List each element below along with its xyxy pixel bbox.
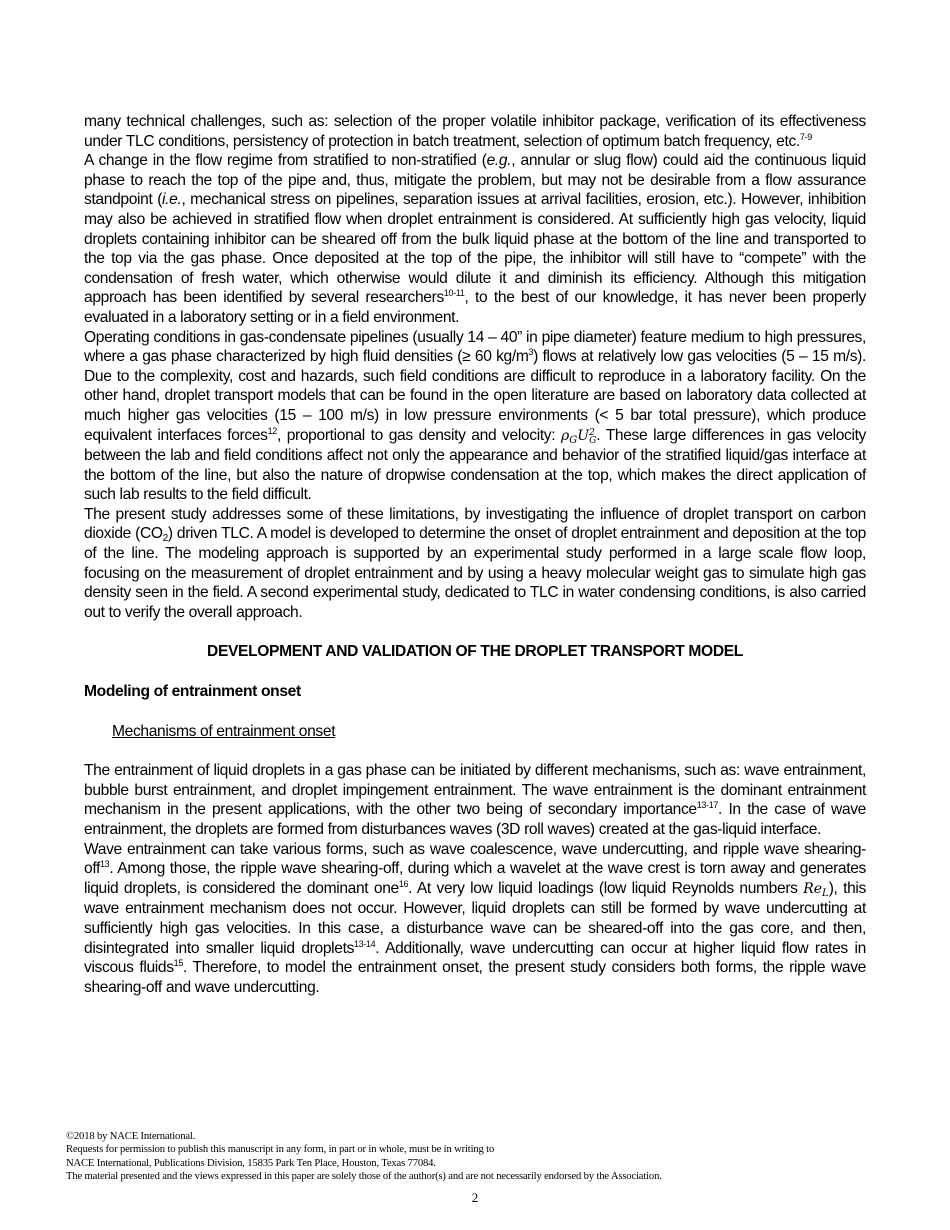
text: The present study addresses some of these limitations, by investigating the influence of droplet transport on carbon dioxide (CO [84, 505, 866, 543]
text: . Additionally, wave undercutting can occur at higher liquid flow rates in viscous fluids [84, 939, 866, 977]
math-expression-rho-u-squared [561, 428, 596, 444]
citation: 16 [398, 878, 409, 889]
text: , annular or slug flow) could aid the continuous liquid phase to reach the top of the pipe and, thus, mitigate the problem, but may not be desirable from a flow assurance standpoint ( [84, 152, 866, 209]
text: . In the case of wave entrainment, the droplets are formed from disturbances waves (3D roll waves) created at the gas-liquid interface. [84, 801, 866, 838]
footer-disclaimer: The material presented and the views expressed in this paper are solely those of the author(s) and are not necessarily endorsed by the Association. [66, 1171, 662, 1183]
subscript: 2 [162, 533, 168, 545]
paragraph-operating-conditions [84, 328, 866, 505]
italic-text: e.g. [486, 152, 512, 170]
text: The entrainment of liquid droplets in a gas phase can be initiated by different mechanisms, such as: wave entrainment, bubble burst entrainment, and droplet impingement entrainment. The wave entrainment is the dominant entrainment mechanism in the present applications, with the other two being of secondary importance [84, 762, 866, 819]
citation: 13 [100, 859, 110, 870]
document-body [84, 112, 866, 997]
citation: 13-14 [354, 938, 376, 949]
text: Operating conditions in gas-condensate pipelines (usually 14 – 40” in pipe diameter) feature medium to high pressures, where a gas phase characterized by high fluid densities (≥ 60 kg/m [84, 328, 866, 366]
paragraph-inhibitor-challenges [84, 112, 866, 151]
paragraph-present-study [84, 505, 866, 623]
text: Wave entrainment can take various forms, such as wave coalescence, wave undercutting, and ripple wave shearing-off [84, 840, 866, 878]
math-superscript: 2 [589, 427, 595, 438]
citation: 13-17 [696, 800, 719, 811]
math-symbol: U [577, 427, 590, 444]
text: , to the best of our knowledge, it has never been properly evaluated in a laboratory setting or in a field environment. [84, 289, 866, 326]
math-subscript: G [569, 434, 578, 446]
citation: 10-11 [443, 288, 465, 299]
text: . At very low liquid loadings (low liquid Reynolds numbers [408, 879, 804, 897]
text: . Among those, the ripple wave shearing-off, during which a wavelet at the wave crest is torn away and generates liquid droplets, is considered the dominant one [84, 860, 866, 897]
math-reynolds-number [803, 881, 828, 897]
math-symbol: ρ [561, 427, 570, 444]
copyright-footer [66, 1130, 886, 1184]
paragraph-entrainment-mechanisms [84, 761, 866, 839]
paragraph-wave-entrainment-forms [84, 840, 866, 998]
text: ) flows at relatively low gas velocities (5 – 15 m/s). Due to the complexity, cost and hazards, such field conditions are difficult to reproduce in a laboratory facility. On the other hand, droplet transport models that can be found in the open literature are based on laboratory data collected at much higher gas velocities (15 – 100 m/s) in low pressure environments (< 5 bar total pressure), which produce equivalent interfaces forces [84, 348, 866, 444]
subsection-heading: Modeling of entrainment onset [84, 683, 301, 701]
page-number: 2 [471, 1190, 479, 1205]
text: many technical challenges, such as: selection of the proper volatile inhibitor package, verification of its effectiveness under TLC conditions, persistency of protection in batch treatment, selection of optimum batch frequency, etc. [84, 113, 866, 150]
citation: 12 [267, 425, 277, 436]
math-symbol: Re [803, 880, 823, 897]
text: ), this wave entrainment mechanism does not occur. However, liquid droplets can still be formed by wave undercutting at sufficiently high gas velocities. In this case, a disturbance wave can be sheared-off into the gas core, and then, disintegrated into smaller liquid droplets [84, 879, 866, 957]
citation: 15 [173, 958, 183, 969]
footer-permission: Requests for permission to publish this manuscript in any form, in part or in whole, must be in writing to [66, 1144, 495, 1156]
italic-text: i.e. [162, 191, 182, 209]
text: , proportional to gas density and velocity: [276, 426, 562, 444]
section-heading: DEVELOPMENT AND VALIDATION OF THE DROPLET TRANSPORT MODEL [207, 643, 743, 661]
subsubsection-heading: Mechanisms of entrainment onset [112, 722, 336, 740]
footer-copyright: ©2018 by NACE International. [66, 1131, 196, 1142]
footer-address: NACE International, Publications Division, 15835 Park Ten Place, Houston, Texas 77084. [66, 1157, 436, 1169]
text: ) driven TLC. A model is developed to determine the onset of droplet entrainment and deposition at the top of the line. The modeling approach is supported by an experimental study performed in a large scale flow loop, focusing on the measurement of droplet entrainment and by using a heavy molecular weight gas to simulate high gas density seen in the field. A second experimental study, dedicated to TLC in water condensing conditions, is also carried out to verify the overall approach. [84, 525, 866, 621]
text: . Therefore, to model the entrainment onset, the present study considers both forms, the ripple wave shearing-off and wave undercutting. [84, 959, 866, 996]
superscript: 3 [528, 347, 534, 358]
citation: 7-9 [799, 131, 812, 142]
paragraph-flow-regime [84, 151, 866, 327]
text: . These large differences in gas velocity between the lab and field conditions affect not only the appearance and behavior of the stratified liquid/gas interface at the bottom of the line, but also the nature of dropwise condensation at the top, which makes the direct application of such lab results to the field difficult. [84, 426, 867, 504]
math-subscript: L [822, 887, 829, 899]
math-subscript: G [589, 435, 597, 446]
text: A change in the flow regime from stratified to non-stratified ( [84, 152, 487, 170]
text: , mechanical stress on pipelines, separation issues at arrival facilities, erosion, etc.). However, inhibition may also be achieved in stratified flow when droplet entrainment is considered. At sufficiently high gas velocity, liquid droplets containing inhibitor can be sheared off from the bulk liquid phase at the bottom of the line and transported to the top via the gas phase. Once deposited at the top of the pipe, the inhibitor will still have to “compete” with the condensation of fresh water, which otherwise would dilute it and diminish its efficiency. Although this mitigation approach has been identified by several researchers [84, 191, 866, 307]
